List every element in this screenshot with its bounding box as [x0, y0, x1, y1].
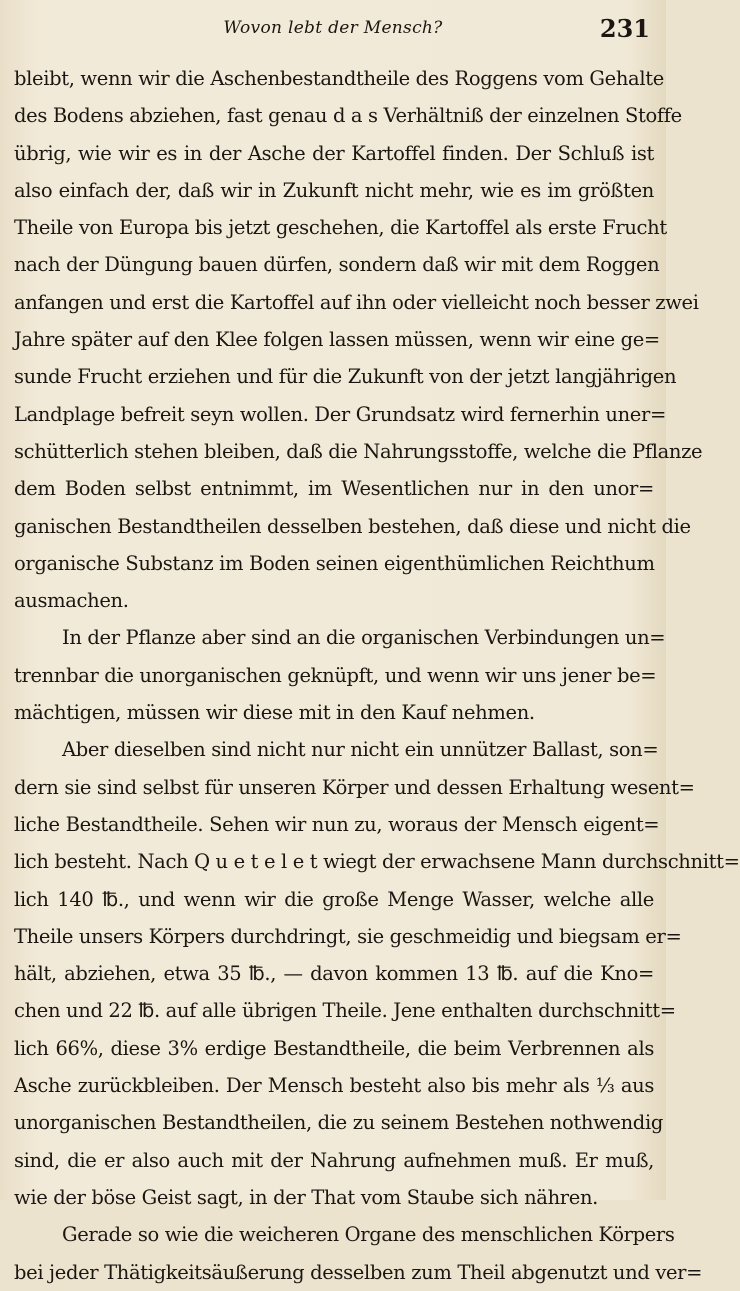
text-line: Jahre später auf den Klee folgen lassen müssen, wenn wir eine ge=: [14, 328, 660, 352]
paragraph-start-line: Aber dieselben sind nicht nur nicht ein unnützer Ballast, son=: [62, 738, 659, 762]
paragraph-end-line: mächtigen, müssen wir diese mit in den Kauf nehmen.: [14, 701, 535, 725]
text-line: lich 66%, diese 3% erdige Bestandtheile, die beim Verbrennen als: [14, 1036, 654, 1060]
page-number: 231: [599, 14, 650, 43]
text-line: bleibt, wenn wir die Aschenbestandtheile des Roggens vom Gehalte: [14, 67, 664, 90]
text-line: ganischen Bestandtheilen desselben bestehen, daß diese und nicht die: [14, 514, 691, 538]
text-line: dern sie sind selbst für unseren Körper und dessen Erhaltung wesent=: [14, 775, 695, 799]
text-line: unorganischen Bestandtheilen, die zu seinem Bestehen nothwendig: [14, 1111, 663, 1135]
text-line: organische Substanz im Boden seinen eigenthümlichen Reichthum: [14, 551, 655, 575]
text-line: übrig, wie wir es in der Asche der Kartoffel finden. Der Schluß ist: [14, 141, 654, 165]
text-line: des Bodens abziehen, fast genau d a s Verhältniß der einzelnen Stoffe: [14, 104, 682, 128]
text-line: schütterlich stehen bleiben, daß die Nahrungsstoffe, welche die Pflanze: [14, 439, 703, 463]
text-line: Theile unsers Körpers durchdringt, sie geschmeidig und biegsam er=: [14, 924, 682, 948]
running-title: Wovon lebt der Mensch?: [223, 18, 443, 38]
text-line: hält, abziehen, etwa 35 ℔., — davon kommen 13 ℔. auf die Kno=: [14, 962, 654, 986]
body-text: [14, 60, 740, 1291]
text-line: lich 140 ℔., und wenn wir die große Menge Wasser, welche alle: [14, 887, 654, 911]
paragraph-end-line: wie der böse Geist sagt, in der That vom Staube sich nähren.: [14, 1185, 599, 1209]
text-line: sunde Frucht erziehen und für die Zukunft von der jetzt langjährigen: [14, 365, 677, 389]
paragraph-start-line: Gerade so wie die weicheren Organe des menschlichen Körpers: [62, 1223, 675, 1247]
text-line: Asche zurückbleiben. Der Mensch besteht also bis mehr als ⅓ aus: [14, 1074, 654, 1098]
text-line: bei jeder Thätigkeitsäußerung desselben zum Theil abgenutzt und ver=: [14, 1260, 703, 1284]
text-line: lich besteht. Nach Q u e t e l e t wiegt der erwachsene Mann durchschnitt=: [14, 850, 740, 874]
text-line: dem Boden selbst entnimmt, im Wesentlichen nur in den unor=: [14, 477, 654, 501]
text-line: Landplage befreit seyn wollen. Der Grundsatz wird fernerhin uner=: [14, 402, 666, 426]
text-line: nach der Düngung bauen dürfen, sondern daß wir mit dem Roggen: [14, 253, 660, 277]
text-line: liche Bestandtheile. Sehen wir nun zu, woraus der Mensch eigent=: [14, 812, 660, 836]
text-line: anfangen und erst die Kartoffel auf ihn oder vielleicht noch besser zwei: [14, 290, 699, 314]
text-line: sind, die er also auch mit der Nahrung aufnehmen muß. Er muß,: [14, 1148, 654, 1172]
text-line: trennbar die unorganischen geknüpft, und wenn wir uns jener be=: [14, 663, 657, 687]
text-line: Theile von Europa bis jetzt geschehen, die Kartoffel als erste Frucht: [14, 216, 667, 240]
paragraph-end-line: ausmachen.: [14, 589, 129, 613]
paragraph-start-line: In der Pflanze aber sind an die organischen Verbindungen un=: [62, 626, 666, 650]
text-line: also einfach der, daß wir in Zukunft nicht mehr, wie es im größten: [14, 178, 654, 202]
text-line: chen und 22 ℔. auf alle übrigen Theile. Jene enthalten durchschnitt=: [14, 999, 676, 1023]
